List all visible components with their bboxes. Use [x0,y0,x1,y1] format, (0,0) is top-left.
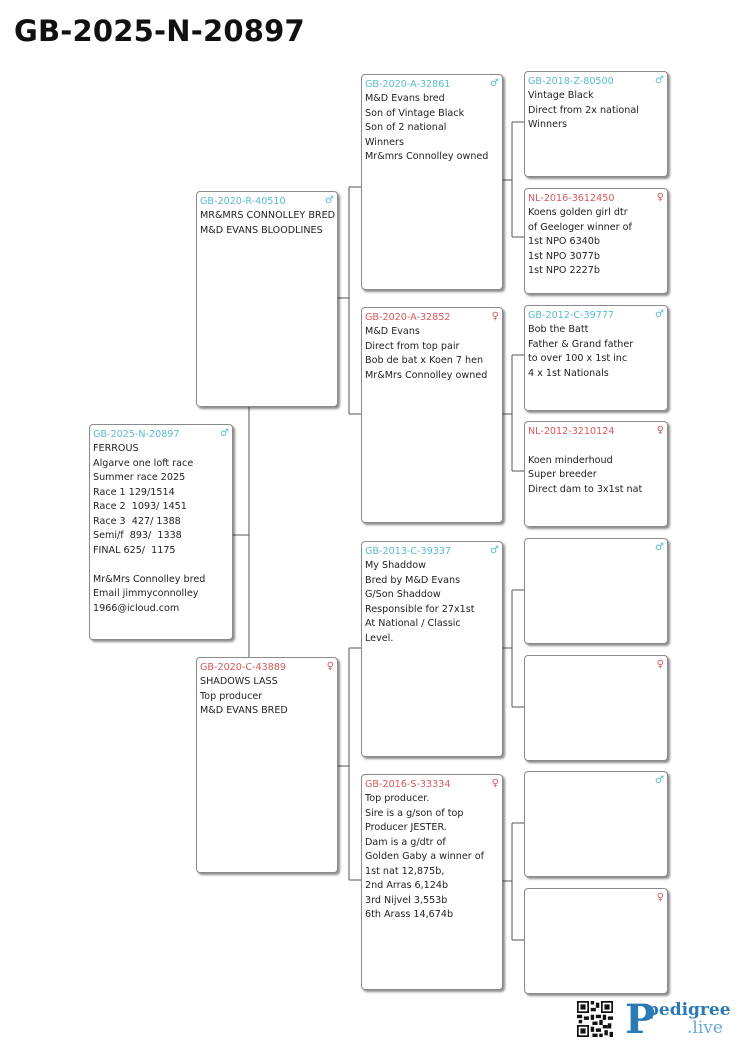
card-header [528,775,664,789]
card-text-line: Semi/f 893/ 1338 [93,530,182,541]
card-text-line: Summer race 2025 [93,472,186,483]
card-text-line: M&D EVANS BLOODLINES [200,224,323,236]
male-icon: ♂ [220,428,229,439]
ring-number: GB-2025-N-20897 [93,429,180,440]
card-text-line: 1st nat 12,875b, [365,865,445,877]
card-header [528,192,664,206]
card-text-line: Son of 2 national [365,122,447,133]
card-ddd[interactable] [524,888,668,994]
card-header [528,75,664,89]
card-dam-sire[interactable] [361,541,503,757]
card-text-line: Sire is a g/son of top [365,807,464,819]
card-text-line: Top producer [200,690,263,702]
card-text-line: Direct dam to 3x1st nat [528,483,643,495]
card-text-line: Mr&Mrs Connolley owned [365,369,488,381]
card-text-line: My Shaddow [365,560,426,571]
female-icon: ♀ [491,311,499,322]
card-text-line: FERROUS [93,443,139,454]
card-text-line: Top producer. [365,793,430,804]
female-icon: ♀ [656,892,664,903]
page-title: GB-2025-N-20897 [14,14,305,48]
male-icon: ♂ [325,195,334,206]
card-text-line: Race 2 1093/ 1451 [93,501,187,512]
card-text-line: 1st NPO 3077b [528,250,600,262]
card-dam-dam[interactable] [361,774,503,990]
card-text-line: of Geeloger winner of [528,221,632,233]
card-sire-sire[interactable] [361,74,503,290]
ring-number: GB-2012-C-39777 [528,310,615,321]
ring-number: GB-2020-A-32852 [365,312,451,323]
card-header [528,542,664,556]
ring-number: GB-2020-C-43889 [200,662,287,673]
card-text-line: Super breeder [528,469,597,480]
connector-sd [503,355,524,471]
card-sire-dam[interactable] [361,307,503,523]
logo-word-live: .live [687,1018,723,1038]
card-header [200,195,334,209]
card-sss[interactable] [524,71,668,177]
card-header [528,309,664,323]
card-header [365,545,499,559]
card-text-line: 3rd Nijvel 3,553b [365,894,448,906]
card-text-line: Producer JESTER. [365,822,447,833]
card-dss[interactable] [524,538,668,644]
pedigree-live-logo[interactable] [625,996,735,1043]
card-header [365,311,499,325]
male-icon: ♂ [655,542,664,553]
male-icon: ♂ [490,545,499,556]
card-sire[interactable] [196,191,338,407]
card-text-line: M&D Evans bred [365,93,445,104]
card-text-line: 1st NPO 6340b [528,236,600,247]
female-icon: ♀ [491,778,499,789]
card-text-line: Algarve one loft race [93,457,194,469]
card-text-line: G/Son Shaddow [365,589,441,600]
card-text-line: Winners [365,136,404,148]
card-text-line: 1966@icloud.com [93,602,180,614]
card-header [528,659,664,673]
card-text-line: Level. [365,632,394,644]
male-icon: ♂ [655,775,664,786]
card-header [365,78,499,92]
card-text-line: Mr&mrs Connolley owned [365,151,489,162]
card-text-line: At National / Classic [365,618,461,629]
card-text-line: Golden Gaby a winner of [365,851,484,862]
ring-number: NL-2012-3210124 [528,426,615,437]
ring-number: GB-2020-R-40510 [200,196,286,207]
card-text-line: Bred by M&D Evans [365,574,461,586]
card-text-line: Father & Grand father [528,338,634,350]
female-icon: ♀ [656,425,664,436]
ring-number: GB-2013-C-39337 [365,546,452,557]
card-text-line [528,439,664,454]
card-text-line: Race 3 427/ 1388 [93,515,181,527]
card-text-line: Son of Vintage Black [365,107,465,119]
card-text-line: MR&MRS CONNOLLEY BRED [200,210,336,221]
ring-number: GB-2020-A-32861 [365,79,451,90]
ring-number: GB-2018-Z-80500 [528,76,614,87]
card-text-line: Bob the Batt [528,324,589,335]
card-text-line: SHADOWS LASS [200,676,278,687]
ring-number: NL-2016-3612450 [528,193,615,204]
female-icon: ♀ [656,659,664,670]
connector-ds [503,590,524,707]
qr-code-icon[interactable] [577,1001,613,1037]
card-text-line: 2nd Arras 6,124b [365,880,449,891]
card-header [528,892,664,906]
card-text-line: Email jimmyconnolley [93,588,199,599]
card-text-line: Koen minderhoud [528,454,613,466]
card-sds[interactable] [524,305,668,411]
card-text-line: Direct from top pair [365,340,460,352]
card-text-line: Bob de bat x Koen 7 hen [365,355,484,366]
card-text-line: 6th Arass 14,674b [365,909,454,920]
card-text-line: to over 100 x 1st inc [528,353,628,364]
connector-dam [338,648,361,880]
female-icon: ♀ [656,192,664,203]
card-text-line: 4 x 1st Nationals [528,367,609,379]
card-text-line: Responsible for 27x1st [365,603,475,615]
card-ssd[interactable] [524,188,668,294]
connector-ss [503,122,524,237]
male-icon: ♂ [655,309,664,320]
logo-word-pedigree: pedigree [647,1000,731,1020]
card-text-line: Direct from 2x national [528,104,639,116]
card-text-line: Mr&Mrs Connolley bred [93,573,206,585]
card-subject[interactable] [89,424,233,640]
card-text-line: M&D EVANS BRED [200,705,288,716]
card-header [93,428,229,442]
logo-mark: P [625,996,656,1043]
card-header [365,778,499,792]
female-icon: ♀ [326,661,334,672]
male-icon: ♂ [490,78,499,89]
connector-sire [338,187,361,414]
card-sdd[interactable] [524,421,668,527]
card-text-line: Race 1 129/1514 [93,486,175,498]
card-header [528,425,664,439]
card-text-line: Vintage Black [528,90,594,101]
connector-dd [503,823,524,940]
ring-number: GB-2016-S-33334 [365,779,451,790]
card-text-line: M&D Evans [365,326,420,337]
male-icon: ♂ [655,75,664,86]
card-header [200,661,334,675]
card-text-line: FINAL 625/ 1175 [93,544,176,556]
card-dam[interactable] [196,657,338,873]
card-text-line: Koens golden girl dtr [528,207,628,218]
card-dsd[interactable] [524,655,668,761]
card-text-line [93,558,229,573]
card-text-line: Winners [528,119,567,130]
card-dds[interactable] [524,771,668,877]
card-text-line: 1st NPO 2227b [528,265,600,276]
card-text-line: Dam is a g/dtr of [365,836,446,848]
connector-subject [233,407,249,657]
